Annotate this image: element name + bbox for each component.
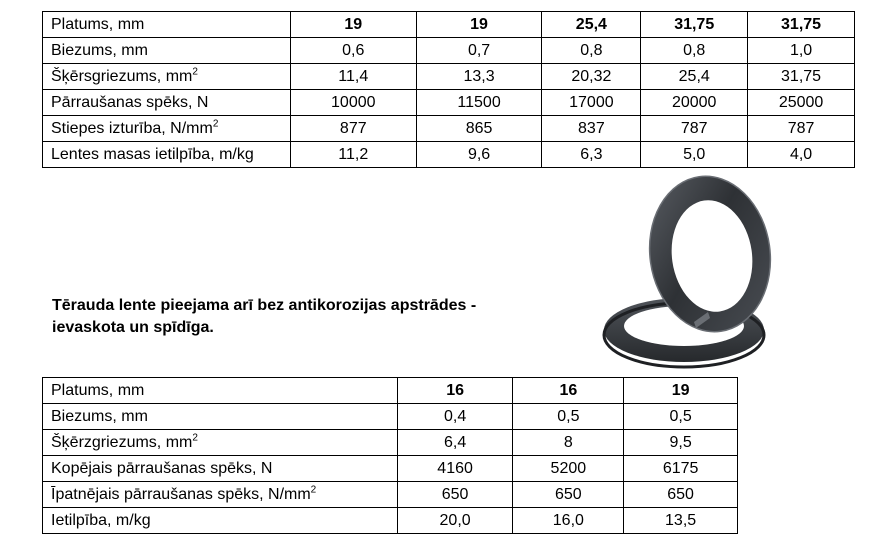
cell-value: 10000 <box>290 90 416 116</box>
table-row-tensile-strength <box>43 116 855 142</box>
superscript: 2 <box>212 118 219 130</box>
cell-value: 837 <box>542 116 641 142</box>
cell-value: 0,6 <box>290 38 416 64</box>
table-row-specific-breaking-force <box>43 482 738 508</box>
spec-table-waxed <box>42 377 738 534</box>
cell-value: 11500 <box>416 90 542 116</box>
cell-value: 0,8 <box>641 38 748 64</box>
availability-note <box>52 295 572 339</box>
note-line-2: ievaskota un spīdīga. <box>52 319 214 336</box>
cell-value: 16,0 <box>513 508 624 534</box>
cell-value: 8 <box>513 430 624 456</box>
cell-value: 20,0 <box>397 508 513 534</box>
cell-value: 11,4 <box>290 64 416 90</box>
superscript: 2 <box>192 432 198 444</box>
table-row-width <box>43 12 855 38</box>
cell-value: 25,4 <box>542 12 641 38</box>
row-label: Šķērsgriezums, $mm^2$ <box>43 64 291 90</box>
cell-value: 0,4 <box>397 404 513 430</box>
table-row-thickness <box>43 404 738 430</box>
cell-value: 31,75 <box>748 12 855 38</box>
cell-value: 9,6 <box>416 142 542 168</box>
cell-value: 20,32 <box>542 64 641 90</box>
cell-value: 19 <box>624 378 738 404</box>
table-row-breaking-force <box>43 90 855 116</box>
table-row-cross-section <box>43 430 738 456</box>
cell-value: 19 <box>290 12 416 38</box>
cell-value: 25,4 <box>641 64 748 90</box>
cell-value: 13,3 <box>416 64 542 90</box>
row-label: Lentes masas ietilpība, m/kg <box>43 142 291 168</box>
cell-value: 13,5 <box>624 508 738 534</box>
cell-value: 17000 <box>542 90 641 116</box>
cell-value: 6175 <box>624 456 738 482</box>
row-label: Pārraušanas spēks, N <box>43 90 291 116</box>
cell-value: 16 <box>397 378 513 404</box>
cell-value: 0,8 <box>542 38 641 64</box>
table-row-total-breaking-force <box>43 456 738 482</box>
cell-value: 4160 <box>397 456 513 482</box>
cell-value: 650 <box>513 482 624 508</box>
table-row-cross-section <box>43 64 855 90</box>
cell-value: 31,75 <box>641 12 748 38</box>
spec-table-coated <box>42 11 855 168</box>
row-label: Kopējais pārraušanas spēks, N <box>43 456 398 482</box>
superscript: 2 <box>310 484 317 496</box>
row-label: Platums, mm <box>43 12 291 38</box>
cell-value: 1,0 <box>748 38 855 64</box>
cell-value: 787 <box>748 116 855 142</box>
cell-value: 0,5 <box>513 404 624 430</box>
row-label: Platums, mm <box>43 378 398 404</box>
table-row-capacity <box>43 142 855 168</box>
cell-value: 5200 <box>513 456 624 482</box>
cell-value: 6,3 <box>542 142 641 168</box>
cell-value: 650 <box>624 482 738 508</box>
row-label: Biezums, mm <box>43 404 398 430</box>
cell-value: 20000 <box>641 90 748 116</box>
cell-value: 19 <box>416 12 542 38</box>
row-label: Īpatnējais pārraušanas spēks, $N/mm^2$ <box>43 482 398 508</box>
cell-value: 0,7 <box>416 38 542 64</box>
cell-value: 4,0 <box>748 142 855 168</box>
cell-value: 0,5 <box>624 404 738 430</box>
cell-value: 650 <box>397 482 513 508</box>
cell-value: 16 <box>513 378 624 404</box>
table-row-capacity <box>43 508 738 534</box>
row-label: Stiepes izturība, $N/mm^2$ <box>43 116 291 142</box>
superscript: 2 <box>192 66 198 78</box>
cell-value: 11,2 <box>290 142 416 168</box>
steel-strap-coil-image <box>598 172 780 372</box>
cell-value: 877 <box>290 116 416 142</box>
cell-value: 31,75 <box>748 64 855 90</box>
row-label: Biezums, mm <box>43 38 291 64</box>
note-line-1: Tērauda lente pieejama arī bez antikorozijas apstrādes - <box>52 297 477 314</box>
cell-value: 6,4 <box>397 430 513 456</box>
table-row-thickness <box>43 38 855 64</box>
cell-value: 5,0 <box>641 142 748 168</box>
table-row-width <box>43 378 738 404</box>
row-label: Šķērzgriezums, $mm^2$ <box>43 430 398 456</box>
cell-value: 25000 <box>748 90 855 116</box>
cell-value: 787 <box>641 116 748 142</box>
row-label: Ietilpība, m/kg <box>43 508 398 534</box>
cell-value: 865 <box>416 116 542 142</box>
cell-value: 9,5 <box>624 430 738 456</box>
